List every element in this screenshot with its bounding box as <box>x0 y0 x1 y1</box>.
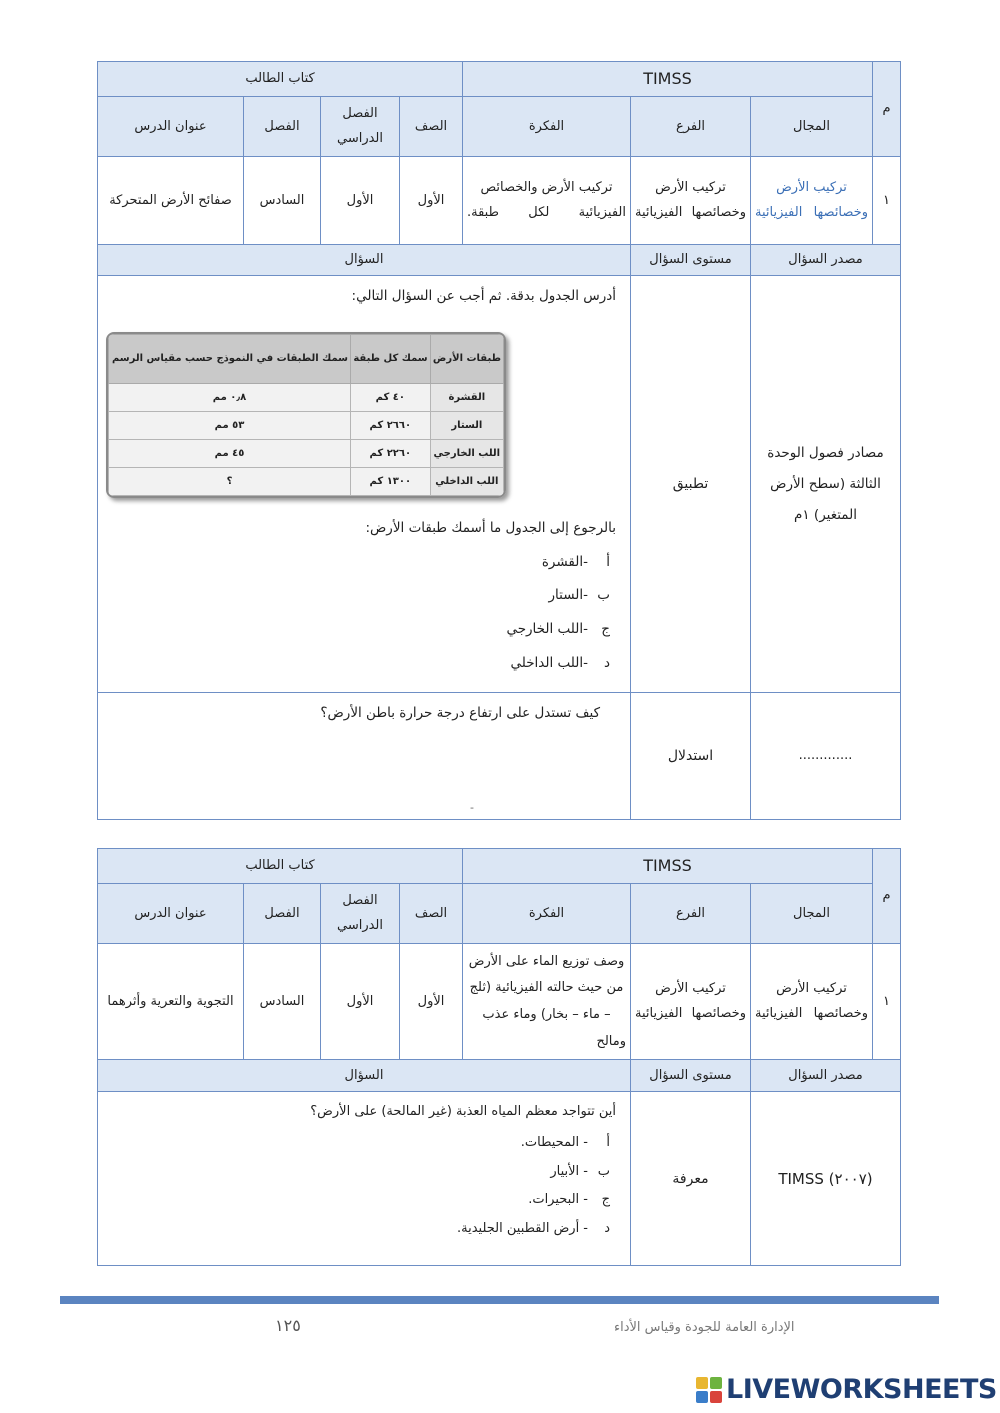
question2-text: كيف تستدل على ارتفاع درجة حرارة باطن الأرض؟ <box>320 705 600 722</box>
option-letter: د <box>603 654 610 671</box>
layer-scale: ٤٥ مم <box>109 440 351 468</box>
field-header: المجال <box>751 884 873 944</box>
footer-divider <box>60 1296 939 1304</box>
layer-name: اللب الخارجي <box>430 440 503 468</box>
layer-thickness: ٢٢٦٠ كم <box>351 440 431 468</box>
grade-header: الصف <box>400 97 463 157</box>
earth-layers-table-frame <box>106 332 506 498</box>
semester-header: الفصل الدراسي <box>321 97 400 157</box>
row-number: ١ <box>873 944 901 1060</box>
answer-option-b[interactable] <box>112 1160 610 1185</box>
question-cell <box>98 1092 631 1266</box>
option-letter: ج <box>601 620 610 637</box>
layer-name: اللب الداخلي <box>430 468 503 496</box>
chapter-header: الفصل <box>244 97 321 157</box>
answer-option-d[interactable] <box>112 1217 610 1242</box>
layer-scale: ٠٫٨ مم <box>109 384 351 412</box>
earth-layers-table <box>108 334 504 496</box>
option-letter: ج <box>601 1192 610 1208</box>
chapter-header: الفصل <box>244 884 321 944</box>
row-number: ١ <box>873 157 901 245</box>
table-row <box>109 412 504 440</box>
table-row <box>109 384 504 412</box>
layer-scale: ؟ <box>109 468 351 496</box>
question2-level: استدلال <box>631 693 751 820</box>
grade-value: الأول <box>400 944 463 1060</box>
curriculum-table-2 <box>97 848 901 1266</box>
option-text: -اللب الداخلي <box>510 654 588 671</box>
option-letter: أ <box>606 1135 610 1151</box>
semester-value: الأول <box>321 157 400 245</box>
layer-name: الستار <box>430 412 503 440</box>
question-level: تطبيق <box>631 276 751 693</box>
question-header: السؤال <box>98 245 631 276</box>
liveworksheets-icon <box>696 1377 722 1403</box>
answer-option-c[interactable] <box>112 1188 610 1213</box>
question-prompt: بالرجوع إلى الجدول ما أسمك طبقات الأرض: <box>365 520 616 537</box>
field-value: تركيب الأرض وخصائصها الفيزيائية <box>751 157 873 245</box>
grade-header: الصف <box>400 884 463 944</box>
option-letter: ب <box>597 1163 610 1179</box>
answer-option-a[interactable] <box>112 1131 610 1156</box>
timss-header: TIMSS <box>463 62 873 97</box>
option-text: - البحيرات. <box>528 1192 588 1208</box>
source-header: مصدر السؤال <box>751 1060 901 1092</box>
branch-header: الفرع <box>631 97 751 157</box>
layer-thickness: ٢٦٦٠ كم <box>351 412 431 440</box>
thickness-col-header: سمك كل طبقة <box>351 335 431 384</box>
brand-logo[interactable] <box>696 1374 997 1405</box>
answer-option-b[interactable] <box>112 583 610 609</box>
layer-thickness: ١٣٠٠ كم <box>351 468 431 496</box>
question-source: TIMSS (٢٠٠٧) <box>751 1092 901 1266</box>
col-index-header: م <box>873 62 901 157</box>
question-level: معرفة <box>631 1092 751 1266</box>
idea-header: الفكرة <box>463 97 631 157</box>
option-letter: ب <box>597 587 610 604</box>
question2-cell <box>98 693 631 820</box>
student-book-header: كتاب الطالب <box>98 849 463 884</box>
semester-header: الفصل الدراسي <box>321 884 400 944</box>
question-cell <box>98 276 631 693</box>
timss-header: TIMSS <box>463 849 873 884</box>
table-row <box>109 468 504 496</box>
idea-value: وصف توزيع الماء على الأرض من حيث حالته الفيزيائية (ثلج – ماء – بخار) وماء عذب ومالح <box>463 944 631 1060</box>
option-text: -القشرة <box>541 553 588 570</box>
page-number: ١٢٥ <box>275 1316 301 1335</box>
question-source: مصادر فصول الوحدة الثالثة (سطح الأرض المتغير) ١م <box>751 276 901 693</box>
semester-value: الأول <box>321 944 400 1060</box>
question-header: السؤال <box>98 1060 631 1092</box>
option-text: -اللب الخارجي <box>506 620 588 637</box>
branch-value: تركيب الأرض وخصائصها الفيزيائية <box>631 157 751 245</box>
option-letter: أ <box>606 553 610 570</box>
curriculum-table-1 <box>97 61 901 820</box>
idea-value: تركيب الأرض والخصائص الفيزيائية لكل طبقة. <box>463 157 631 245</box>
col-index-header: م <box>873 849 901 944</box>
answer-option-d[interactable] <box>112 651 610 677</box>
layers-col-header: طبقات الأرض <box>430 335 503 384</box>
lesson-value: التجوية والتعرية وأثرهما <box>98 944 244 1060</box>
question2-source: ............. <box>751 693 901 820</box>
field-header: المجال <box>751 97 873 157</box>
source-header: مصدر السؤال <box>751 245 901 276</box>
question-intro: أين تتواجد معظم المياه العذبة (غير المالحة) على الأرض؟ <box>310 1104 616 1120</box>
lesson-header: عنوان الدرس <box>98 97 244 157</box>
chapter-value: السادس <box>244 157 321 245</box>
lesson-value: صفائح الأرض المتحركة <box>98 157 244 245</box>
layer-scale: ٥٣ مم <box>109 412 351 440</box>
layer-name: القشرة <box>430 384 503 412</box>
brand-name: LIVEWORKSHEETS <box>726 1374 997 1405</box>
idea-header: الفكرة <box>463 884 631 944</box>
option-text: - الأبيار <box>550 1163 588 1179</box>
chapter-value: السادس <box>244 944 321 1060</box>
answer-option-a[interactable] <box>112 550 610 576</box>
option-text: - المحيطات. <box>520 1135 588 1151</box>
answer-option-c[interactable] <box>112 617 610 643</box>
question-intro: أدرس الجدول بدقة. ثم أجب عن السؤال التالي: <box>351 288 616 305</box>
level-header: مستوى السؤال <box>631 245 751 276</box>
level-header: مستوى السؤال <box>631 1060 751 1092</box>
answer-options <box>112 1131 616 1242</box>
option-text: - أرض القطبين الجليدية. <box>457 1221 588 1237</box>
option-letter: د <box>604 1221 610 1237</box>
scale-col-header: سمك الطبقات في النموذج حسب مقياس الرسم <box>109 335 351 384</box>
stray-mark: - <box>470 801 474 815</box>
option-text: -الستار <box>548 587 588 604</box>
student-book-header: كتاب الطالب <box>98 62 463 97</box>
answer-options <box>112 550 616 677</box>
footer-org-name: الإدارة العامة للجودة وقياس الأداء <box>614 1320 795 1335</box>
layer-thickness: ٤٠ كم <box>351 384 431 412</box>
lesson-header: عنوان الدرس <box>98 884 244 944</box>
branch-header: الفرع <box>631 884 751 944</box>
grade-value: الأول <box>400 157 463 245</box>
table-row <box>109 440 504 468</box>
branch-value: تركيب الأرض وخصائصها الفيزيائية <box>631 944 751 1060</box>
field-value: تركيب الأرض وخصائصها الفيزيائية <box>751 944 873 1060</box>
